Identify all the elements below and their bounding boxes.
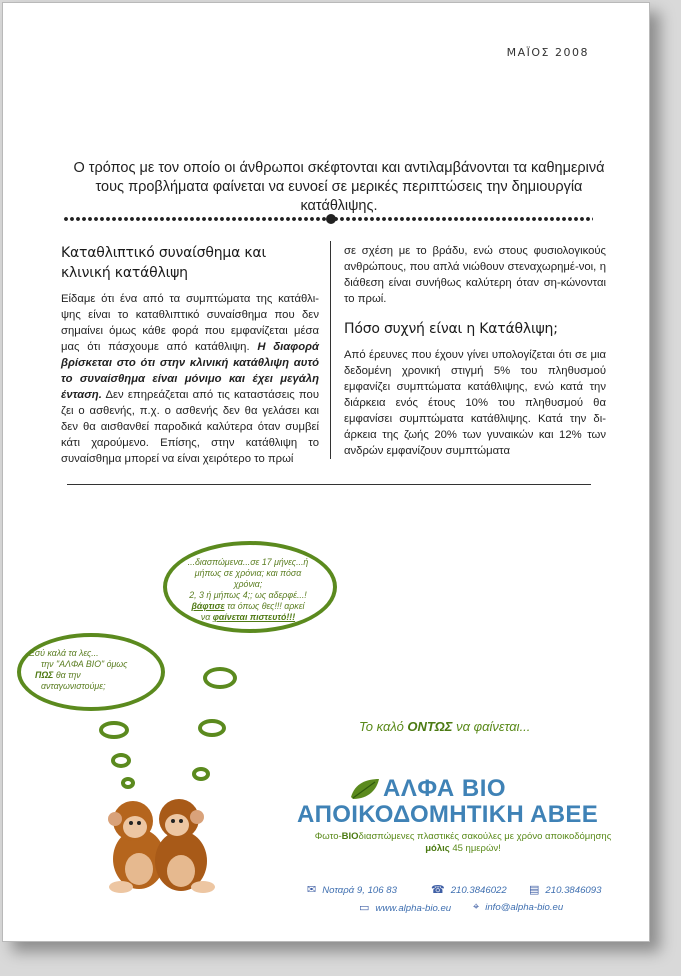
tagline-line: [273, 843, 653, 855]
intro-text: Ο τρόπος με τον οποίο οι άνθρωποι σκέφτονται και αντιλαμβάνονται τα καθημερινά τους προβλήματα φαίνεται να ευνοεί σε μερικές περιπτώσεις την δημιουργία κατάθλιψης.: [73, 160, 605, 214]
column-divider: [330, 241, 331, 459]
location-icon: ✉: [307, 884, 317, 896]
tagline-part: Φωτο-: [314, 831, 342, 842]
slogan-part: να φαίνεται...: [452, 719, 531, 734]
article-heading-clinical-depression: Καταθλιπτικό συναίσθημα και κλινική κατάθλιψη: [61, 245, 266, 281]
phone-text: 210.3846022: [450, 885, 507, 896]
fax-text: 210.3846093: [545, 885, 602, 896]
brand-name: ΑΛΦΑ ΒΙΟ: [383, 775, 507, 802]
bubble-line: την "ΑΛΦΑ ΒΙΟ" όμως: [41, 659, 128, 669]
article-left-paragraph: [61, 291, 319, 467]
slogan-part: Το καλό: [359, 719, 408, 734]
paragraph-end: Δεν επηρεάζεται από τις καταστάσεις που ζει ο ασθενής, π.χ. ο ασθενής δεν θα γελάσει και δεν θα αισθανθεί παροδικά καλύτερα όταν συμβεί κάτι χαρούμενο. Επίσης, στην κατάθλιψη το συναίσθημα μπορεί να είναι χειρότερο το πρωί: [61, 389, 319, 465]
magazine-page: [2, 2, 650, 942]
section-rule: [67, 484, 591, 485]
bubble-bold-baptize: βάφτισε: [191, 601, 225, 611]
article-left-column: [61, 243, 319, 467]
issue-date: ΜΑΪΟΣ 2008: [506, 46, 589, 59]
phone-icon: ☎: [431, 884, 445, 896]
thought-bubble-large-text: [181, 557, 315, 623]
slogan-emphasis: ΟΝΤΩΣ: [407, 719, 453, 734]
article-heading-frequency: Πόσο συχνή είναι η Κατάθλιψη;: [344, 321, 558, 337]
thought-puff: [99, 721, 129, 739]
bubble-line: ανταγωνιστούμε;: [41, 681, 106, 691]
monkeys-illustration: [91, 787, 231, 897]
dotted-divider: [63, 215, 593, 223]
contact-email[interactable]: [473, 901, 563, 914]
bubble-line: μήπως σε χρόνια; και πόσα χρόνια;: [194, 568, 302, 589]
thought-puff: [192, 767, 210, 781]
address-text: Νοταρά 9, 106 83: [322, 885, 397, 896]
computer-icon: ▭: [359, 902, 370, 914]
brand-tagline: [273, 831, 653, 855]
contact-phone: [431, 883, 507, 896]
bubble-line: [181, 612, 315, 623]
bubble-bold-how: ΠΩΣ: [35, 670, 54, 680]
bubble-line: Εσύ καλά τα λες...: [29, 648, 99, 658]
bubble-line: ...διασπώμενα...σε 17 μήνες...ή: [187, 557, 309, 567]
article-right-body: Από έρευνες που έχουν γίνει υπολογίζεται ότι σε μια δεδομένη χρονική στιγμή 5% του πληθυσμού εμφανίζει συμπτώματα κατάθλιψης, ενώ κατά την διάρκεια ενός έτους 10% του πληθυσμού θα εμφανίσει συμπτώματα κατάθλιψης. Κατά την δι-άρκεια της ζωής 20% των γυναικών και 12% των ανδρών εμφανίζουν συμπτώματα: [344, 349, 606, 457]
leaf-logo-icon: [349, 777, 381, 801]
fax-icon: ▤: [529, 884, 540, 896]
bubble-line-part: τα όπως θες!!! αρκεί: [224, 601, 305, 611]
website-link[interactable]: www.alpha-bio.eu: [375, 903, 452, 914]
thought-puff: [203, 667, 237, 689]
contact-fax: [529, 883, 601, 896]
paragraph-start: Είδαμε ότι ένα από τα συμπτώματα της κατάθλι-ψης είναι το καταθλιπτικό συναίσθημα που δεν σημαίνει όμως κάθε φορά που εμφανίζεται μέσα μας ότι πάσχουμε από κατάθλιψη.: [61, 293, 319, 353]
contact-address: [307, 883, 397, 896]
paragraph-emphasis: Η διαφορά βρίσκεται στο ότι στην κλινική κατάθλιψη αυτό το συναίσθημα είναι μόνιμο και έχει μεγάλη ένταση.: [61, 341, 319, 401]
bubble-line: [29, 670, 139, 681]
thought-bubble-small-text: [29, 648, 139, 692]
bubble-line-part: θα την: [53, 670, 81, 680]
article-right-column: [344, 243, 606, 459]
tagline-part: διασπώμενες πλαστικές σακούλες με χρόνο αποικοδόμησης: [358, 831, 612, 842]
bubble-bold-believable: φαίνεται πιστευτό!!!: [212, 612, 296, 622]
bubble-line: 2, 3 ή μήπως 4;; ως αδερφέ...!: [189, 590, 307, 600]
divider-center-dot: [326, 214, 336, 224]
article-right-continuation: σε σχέση με το βράδυ, ενώ στους φυσιολογικούς ανθρώπους, που απλά νιώθουν στεναχωρημέ-νοι, η διάθεση είναι συνήθως καλύτερη όταν ση-κώνονται το πρωί.: [344, 245, 606, 305]
thought-bubble-large: [163, 541, 337, 633]
bubble-line-part: να: [200, 612, 213, 622]
brand-company: ΑΠΟΙΚΟΔΟΜΗΤΙΚΗ ΑΒΕΕ: [297, 801, 599, 828]
tagline-line: [273, 831, 653, 843]
tagline-part: 45 ημερών!: [449, 843, 501, 854]
mouse-icon: ⌖: [473, 901, 480, 913]
bubble-line: [181, 601, 315, 612]
ad-slogan: [359, 719, 530, 734]
email-link[interactable]: info@alpha-bio.eu: [485, 902, 564, 913]
thought-bubble-small: [17, 633, 165, 711]
thought-puff: [111, 753, 131, 768]
tagline-bold: ΒΙΟ: [341, 831, 359, 842]
thought-puff: [198, 719, 226, 737]
contact-website[interactable]: [359, 901, 451, 914]
tagline-bold: μόλις: [425, 843, 450, 854]
